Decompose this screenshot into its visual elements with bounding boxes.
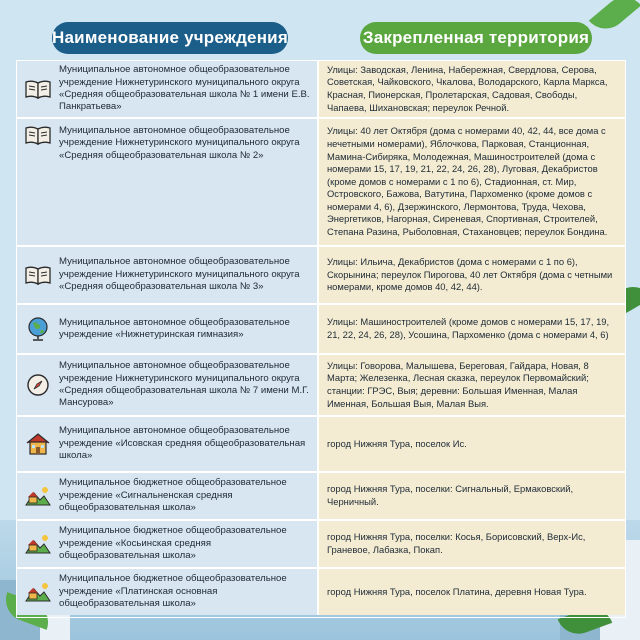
header-institution: Наименование учреждения <box>52 22 288 54</box>
table-row <box>17 61 625 119</box>
territory-text: Улицы: 40 лет Октября (дома с номерами 40, 42, 44, все дома с нечетными номерами), Яблочкова, Парковая, Станционная, Мамина-Сибиряка, Молодежная, Машиностроителей (дома с номерами 15, 17, 19, 21, 22, 24, 26, 28), Луговая, Декабристов (кроме домов с номерами с 1 по 6), Стадионная, ст. Мир, Островского, Бажова, Ватутина, Пархоменко (кроме домов с номерами 4, 6), Дзержинского, Лермонтова, Труда, Чехова, Энергетиков, Нагорная, Сиреневая, Спортивная, Строителей, Степана Разина, Рыболовная, Стахановцев; переулок Бондина. <box>327 125 608 238</box>
table-row <box>17 119 625 247</box>
globe-icon <box>26 316 50 342</box>
table-row <box>17 521 625 569</box>
territory-text: город Нижняя Тура, поселки: Сигнальный, Ермаковский, Черничный. <box>327 483 574 507</box>
schools-table <box>16 60 626 618</box>
table-row <box>17 417 625 473</box>
table-row <box>17 473 625 521</box>
header-territory: Закрепленная территория <box>360 22 592 54</box>
book-icon <box>25 79 51 99</box>
territory-text: Улицы: Заводская, Ленина, Набережная, Свердлова, Серова, Советская, Чайковского, Чкалова, Володарского, Карла Маркса, Красная, Пионерская, Пролетарская, Садовая, Свободы, Чапаева, Шихановская; переулок Речной. <box>327 63 608 113</box>
territory-text: Улицы: Ильича, Декабристов (дома с номерами с 1 по 6), Скорынина; переулок Пирогова, 40 лет Октября (дома с четными номерами, кроме домов 40, 42, 44). <box>327 256 613 293</box>
landscape-icon <box>25 485 51 507</box>
institution-name: Муниципальное бюджетное общеобразовательное учреждение «Сигнальненская средняя общеобразовательная школа» <box>59 477 287 514</box>
table-row <box>17 247 625 305</box>
landscape-icon <box>25 533 51 555</box>
compass-icon <box>26 373 50 397</box>
table-row <box>17 355 625 417</box>
territory-text: Улицы: Машиностроителей (кроме домов с номерами 15, 17, 19, 21, 22, 24, 26, 28), Усошина, Пархоменко (дома с номерами 4, 6) <box>327 316 610 340</box>
institution-name: Муниципальное бюджетное общеобразовательное учреждение «Косьинская средняя общеобразовательная школа» <box>59 525 287 562</box>
landscape-icon <box>25 581 51 603</box>
institution-name: Муниципальное бюджетное общеобразовательное учреждение «Платинская основная общеобразовательная школа» <box>59 573 287 610</box>
institution-name: Муниципальное автономное общеобразовательное учреждение Нижнетуринского муниципального округа «Средняя общеобразовательная школа № 2» <box>59 125 300 161</box>
table-row <box>17 305 625 355</box>
house-icon <box>25 432 51 456</box>
book-icon <box>25 265 51 285</box>
territory-text: город Нижняя Тура, поселок Платина, деревня Новая Тура. <box>327 585 587 597</box>
territory-text: город Нижняя Тура, поселок Ис. <box>327 437 467 449</box>
table-header <box>16 22 624 54</box>
institution-name: Муниципальное автономное общеобразовательное учреждение Нижнетуринского муниципального округа «Средняя общеобразовательная школа № 3» <box>59 256 300 293</box>
territory-text: город Нижняя Тура, поселки: Косья, Борисовский, Верх-Ис, Граневое, Лабазка, Покап. <box>327 531 586 555</box>
institution-name: Муниципальное автономное общеобразовательное учреждение Нижнетуринского муниципального округа «Средняя общеобразовательная школа № 1 имени Е.В. Панкратьева» <box>59 64 310 113</box>
institution-name: Муниципальное автономное общеобразовательное учреждение «Исовская средняя общеобразовательная школа» <box>59 425 306 462</box>
table-row <box>17 569 625 615</box>
institution-name: Муниципальное автономное общеобразовательное учреждение «Нижнетуринская гимназия» <box>59 316 290 340</box>
institution-name: Муниципальное автономное общеобразовательное учреждение Нижнетуринского муниципального округа «Средняя общеобразовательная школа № 7 имени М.Г. Мансурова» <box>59 360 309 409</box>
book-icon <box>25 125 51 145</box>
territory-text: Улицы: Говорова, Малышева, Береговая, Гайдара, Новая, 8 Марта; Железенка, Лесная сказка, переулок Первомайский; станции: ГРЭС, Выя; деревни: Большая Именная, Малая Именная, Большая Выя, Малая Выя. <box>327 359 589 409</box>
